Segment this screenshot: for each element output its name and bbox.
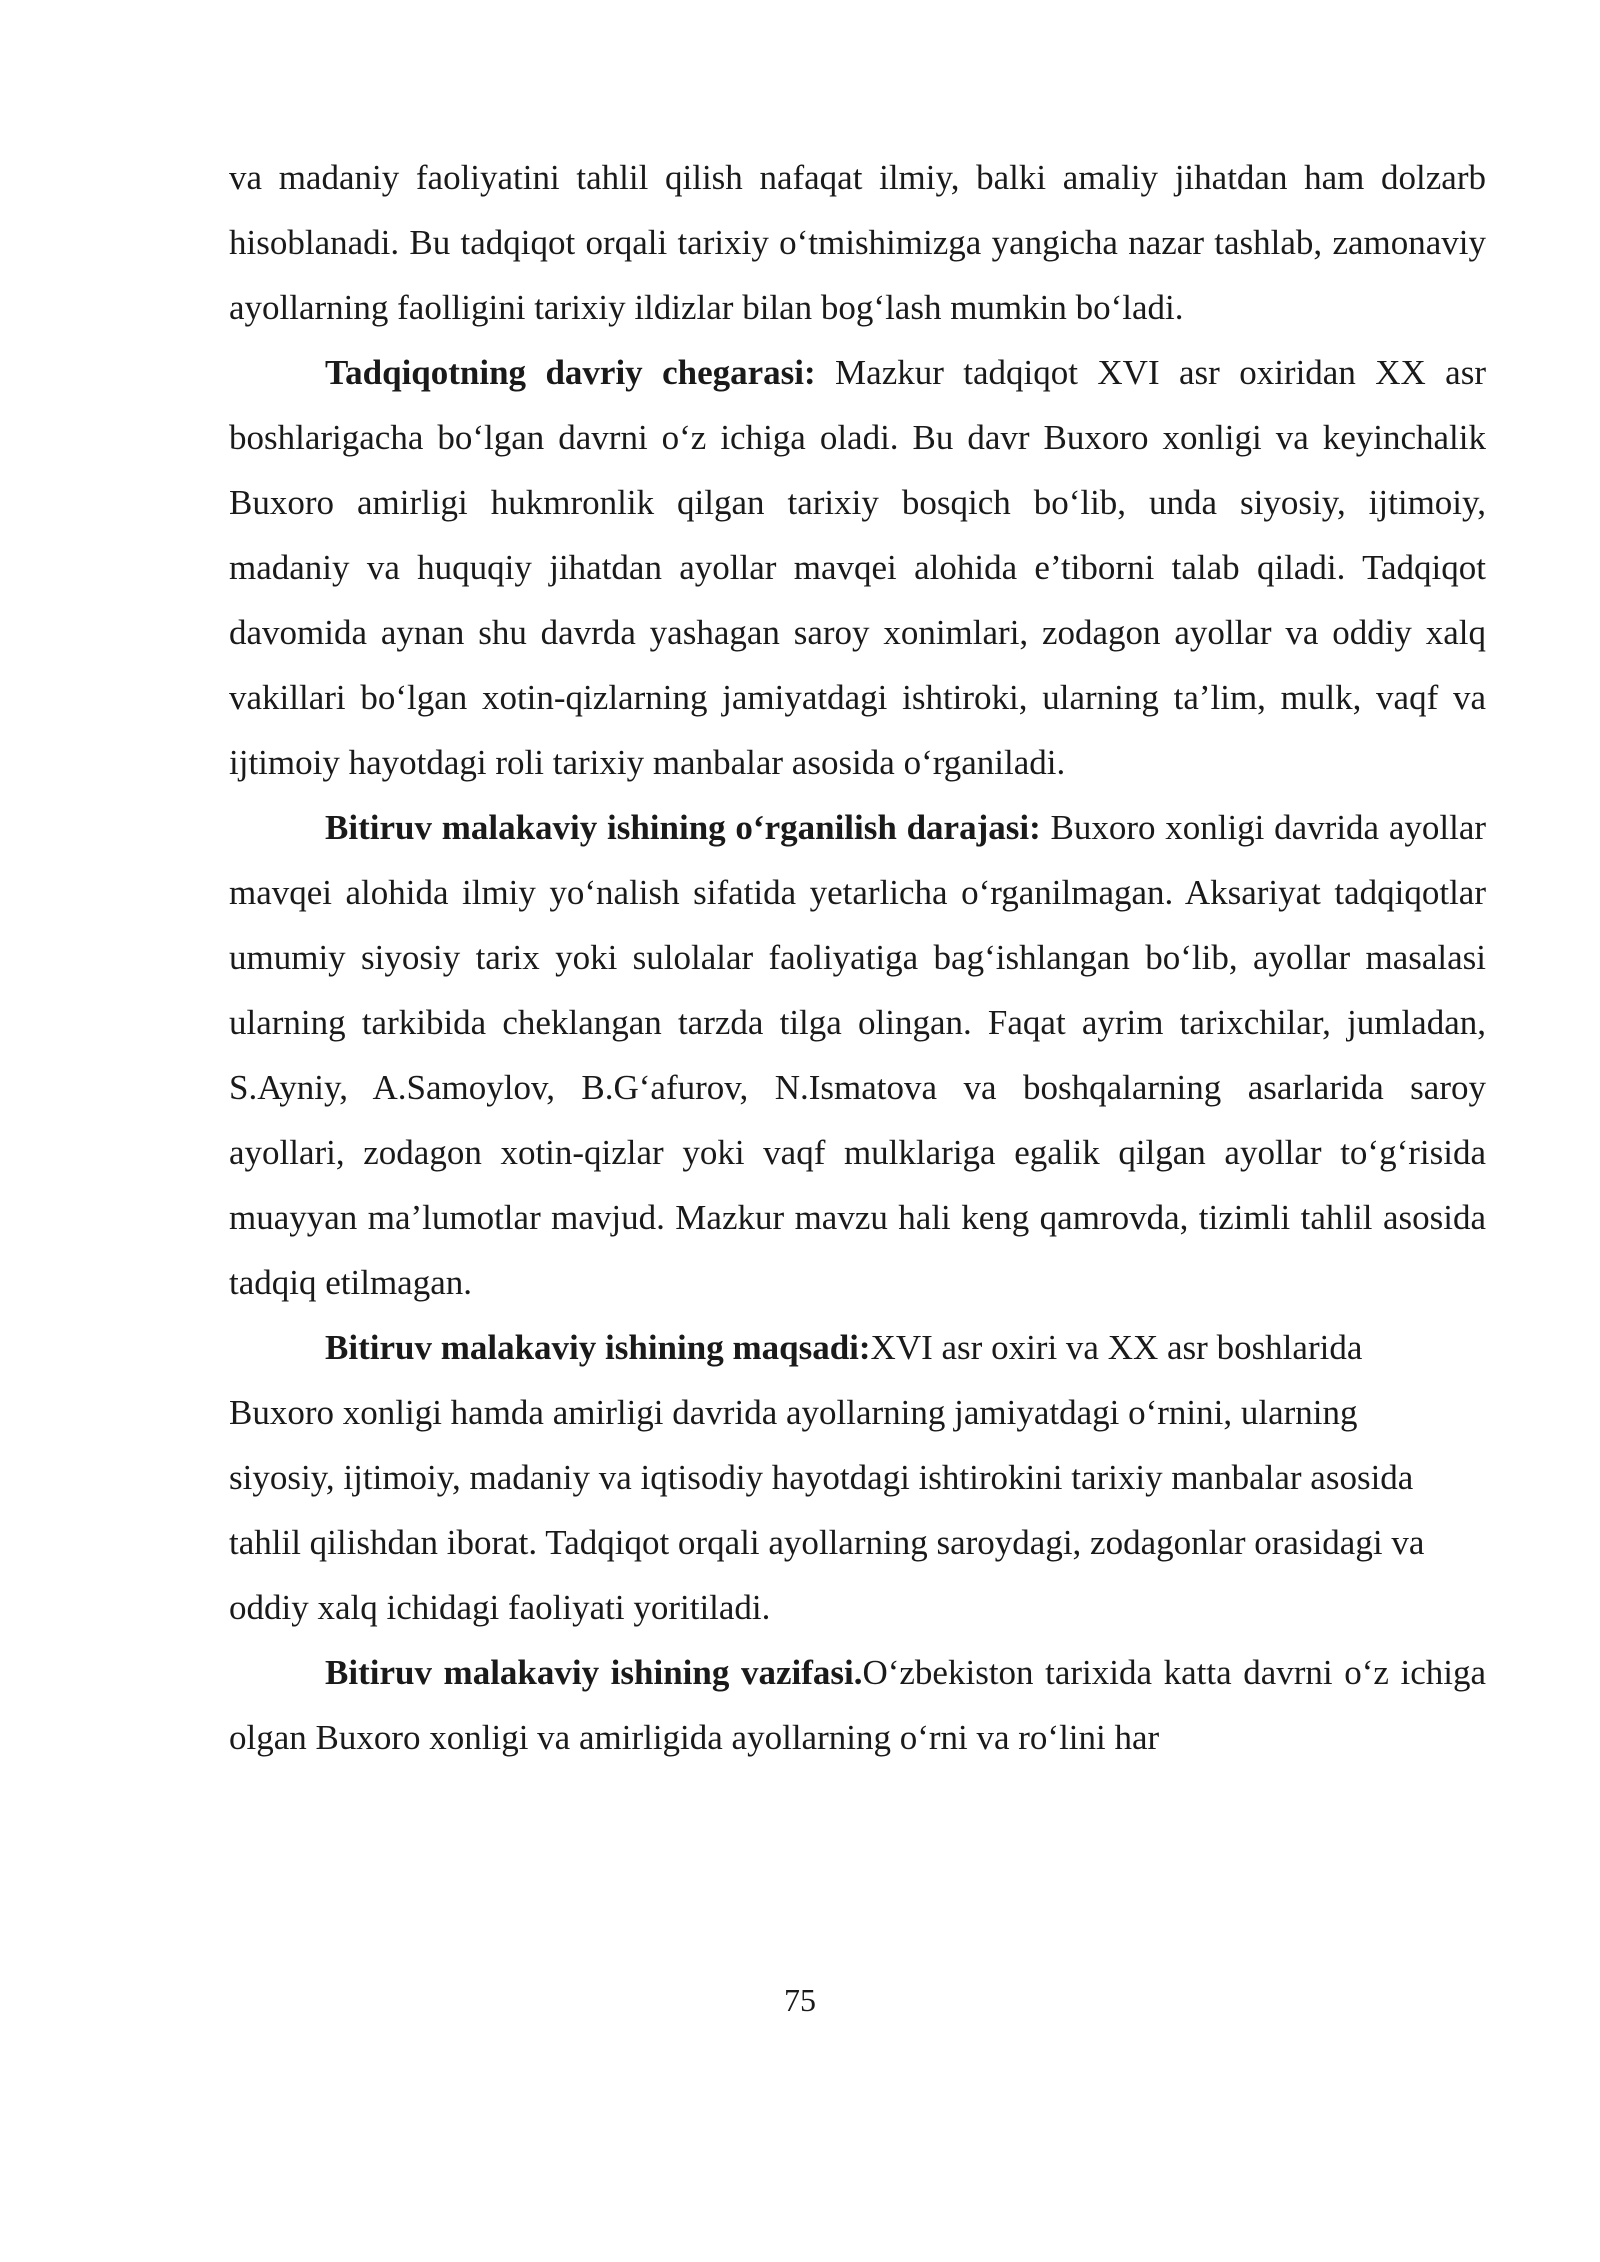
- section-heading-tasks: Bitiruv malakaviy ishining vazifasi.: [325, 1653, 863, 1692]
- document-body: [229, 145, 1486, 1770]
- paragraph-study-degree: [229, 795, 1486, 1315]
- paragraph-text: XVI asr oxiri va XX asr boshlarida Buxoro xonligi hamda amirligi davrida ayollarning jamiyatdagi o‘rnini, ularning siyosiy, ijtimoiy, madaniy va iqtisodiy hayotdagi ishtirokini tarixiy manbalar asosida tahlil qilishdan iborat. Tadqiqot orqali ayollarning saroydagi, zodagonlar orasidagi va oddiy xalq ichidagi faoliyati yoritiladi.: [229, 1328, 1425, 1627]
- page-number: 75: [784, 1982, 816, 2018]
- paragraph-period-boundaries: [229, 340, 1486, 795]
- paragraph-goal: [229, 1315, 1444, 1640]
- paragraph-text: Buxoro xonligi davrida ayollar mavqei alohida ilmiy yo‘nalish sifatida yetarlicha o‘rganilmagan. Aksariyat tadqiqotlar umumiy siyosiy tarix yoki sulolalar faoliyatiga bag‘ishlangan bo‘lib, ayollar masalasi ularning tarkibida cheklangan tarzda tilga olingan. Faqat ayrim tarixchilar, jumladan, S.Ayniy, A.Samoylov, B.G‘afurov, N.Ismatova va boshqalarning asarlarida saroy ayollari, zodagon xotin-qizlar yoki vaqf mulklariga egalik qilgan ayollar to‘g‘risida muayyan ma’lumotlar mavjud. Mazkur mavzu hali keng qamrovda, tizimli tahlil asosida tadqiq etilmagan.: [229, 808, 1487, 1302]
- paragraph-tasks: [229, 1640, 1486, 1770]
- paragraph-text: Mazkur tadqiqot XVI asr oxiridan XX asr boshlarigacha bo‘lgan davrni o‘z ichiga oladi. Bu davr Buxoro xonligi va keyinchalik Buxoro amirligi hukmronlik qilgan tarixiy bosqich bo‘lib, unda siyosiy, ijtimoiy, madaniy va huquqiy jihatdan ayollar mavqei alohida e’tiborni talab qiladi. Tadqiqot davomida aynan shu davrda yashagan saroy xonimlari, zodagon ayollar va oddiy xalq vakillari bo‘lgan xotin-qizlarning jamiyatdagi ishtiroki, ularning ta’lim, mulk, vaqf va ijtimoiy hayotdagi roli tarixiy manbalar asosida o‘rganiladi.: [229, 353, 1486, 782]
- section-heading-goal: Bitiruv malakaviy ishining maqsadi:: [325, 1328, 871, 1367]
- section-heading-study-degree: Bitiruv malakaviy ishining o‘rganilish darajasi:: [325, 808, 1041, 847]
- paragraph-intro-continuation: [229, 145, 1486, 340]
- section-heading-period: Tadqiqotning davriy chegarasi:: [325, 353, 816, 392]
- paragraph-text: va madaniy faoliyatini tahlil qilish nafaqat ilmiy, balki amaliy jihatdan ham dolzarb hisoblanadi. Bu tadqiqot orqali tarixiy o‘tmishimizga yangicha nazar tashlab, zamonaviy ayollarning faolligini tarixiy ildizlar bilan bog‘lash mumkin bo‘ladi.: [229, 158, 1486, 327]
- paragraph-text: O‘zbekiston tarixida katta davrni o‘z ichiga olgan Buxoro xonligi va amirligida ayollarning o‘rni va ro‘lini har: [229, 1653, 1486, 1757]
